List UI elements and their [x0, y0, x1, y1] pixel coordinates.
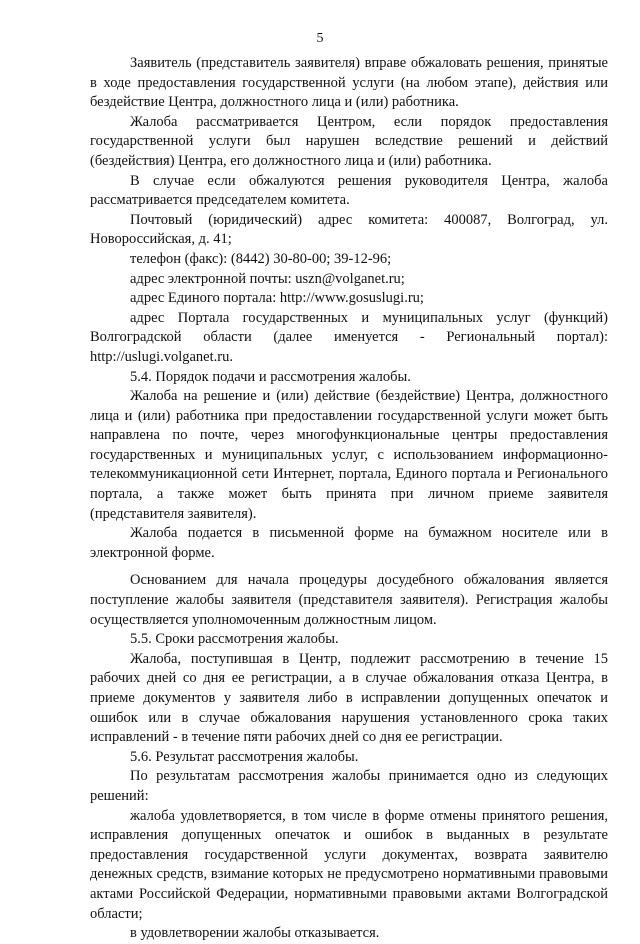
document-body [90, 54, 608, 944]
paragraph-appeal-right: Заявитель (представитель заявителя) вправе обжаловать решения, принятые в ходе предоставления государственной услуги (на любом этапе), действия или бездействие Центра, должностного лица и (или) работника. [90, 55, 608, 111]
paragraph-written-form: Жалоба подается в письменной форме на бумажном носителе или в электронной форме. [90, 525, 608, 561]
paragraph-head-appeal: В случае если обжалуются решения руководителя Центра, жалоба рассматривается председателем комитета. [90, 172, 608, 209]
paragraph-appeal-considered: Жалоба рассматривается Центром, если порядок предоставления государственной услуги был нарушен вследствие решений и действий (бездействия) Центра, его должностного лица и (или) работника. [90, 113, 608, 169]
paragraph-postal-address: Почтовый (юридический) адрес комитета: 400087, Волгоград, ул. Новороссийская, д. 41; [90, 211, 608, 248]
section-heading-5-4: 5.4. Порядок подачи и рассмотрения жалобы. [130, 368, 411, 385]
section-heading-5-5: 5.5. Сроки рассмотрения жалобы. [130, 631, 339, 648]
paragraph-grounds: Основанием для начала процедуры досудебного обжалования является поступление жалобы заявителя (представителя заявителя). Регистрация жалобы осуществляется уполномоченным должностным лицом. [90, 572, 608, 628]
paragraph-phone: телефон (факс): (8442) 30-80-00; 39-12-96; [130, 250, 392, 267]
page-number: 5 [316, 31, 324, 46]
paragraph-submission-ways: Жалоба на решение и (или) действие (бездействие) Центра, должностного лица и (или) работника при предоставлении государственной услуги может быть направлена по почте, через многофункциональные центры предоставления государственных и муниципальных услуг, с использованием информационно-телекоммуникационной сети Интернет, портала, Единого портала и Регионального портала, а также может быть принята при личном приеме заявителя (представителя заявителя). [90, 388, 608, 522]
paragraph-terms: Жалоба, поступившая в Центр, подлежит рассмотрению в течение 15 рабочих дней со дня ее регистрации, а в случае обжалования отказа Центра, в приеме документов у заявителя либо в исправлении допущенных опечаток и ошибок или в случае обжалования нарушения установленного срока таких исправлений - в течение пяти рабочих дней со дня ее регистрации. [90, 650, 608, 746]
section-heading-5-6: 5.6. Результат рассмотрения жалобы. [130, 748, 359, 765]
paragraph-decision-refused: в удовлетворении жалобы отказывается. [130, 925, 380, 942]
paragraph-decisions-intro: По результатам рассмотрения жалобы принимается одно из следующих решений: [90, 768, 608, 804]
paragraph-decision-satisfied: жалоба удовлетворяется, в том числе в форме отмены принятого решения, исправления допущенных опечаток и ошибок в выданных в результате предоставления государственной услуги документах, возврата заявителю денежных средств, взимание которых не предусмотрено нормативными правовыми актами Российской Федерации, нормативными правовыми актами Волгоградской области; [90, 807, 608, 922]
paragraph-email: адрес электронной почты: uszn@volganet.ru; [130, 270, 405, 287]
paragraph-regional-portal: адрес Портала государственных и муниципальных услуг (функций) Волгоградской области (далее именуется - Региональный портал): http://uslugi.volganet.ru. [90, 309, 608, 365]
paragraph-unified-portal: адрес Единого портала: http://www.gosuslugi.ru; [130, 290, 424, 307]
